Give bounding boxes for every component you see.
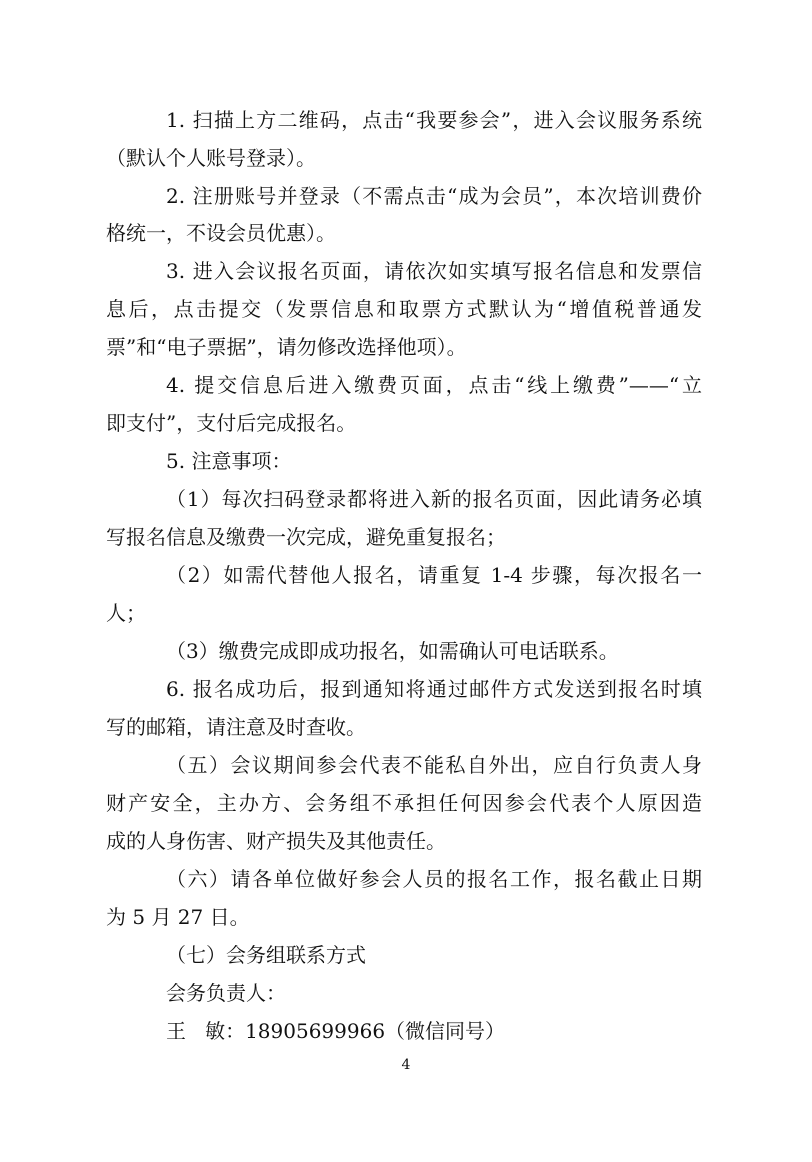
step-3-line-2: 息后，点击提交（发票信息和取票方式默认为“增值税普通发: [106, 297, 702, 321]
note-3-line-1: （3）缴费完成即成功报名，如需确认可电话联系。: [166, 639, 619, 663]
step-4-line-2: 即支付”，支付后完成报名。: [106, 411, 357, 435]
note-1-line-1: （1）每次扫码登录都将进入新的报名页面，因此请务必填: [166, 487, 702, 511]
step-6-line-1: 6. 报名成功后，报到通知将通过邮件方式发送到报名时填: [166, 677, 702, 701]
contact-label: 会务负责人：: [166, 981, 286, 1005]
step-1-line-1: 1. 扫描上方二维码，点击“我要参会”，进入会议服务系统: [166, 108, 702, 132]
note-2-line-2: 人；: [106, 601, 146, 625]
note-1-line-2: 写报名信息及缴费一次完成，避免重复报名；: [106, 525, 506, 549]
step-2-line-2: 格统一，不设会员优惠）。: [106, 221, 336, 245]
step-1-line-2: （默认个人账号登录）。: [106, 146, 316, 170]
section-five-line-2: 财产安全，主办方、会务组不承担任何因参会代表个人原因造: [106, 791, 702, 815]
section-seven-heading: （七）会务组联系方式: [166, 943, 366, 967]
step-3-line-3: 票”和“电子票据”，请勿修改选择他项）。: [106, 335, 467, 359]
step-3-line-1: 3. 进入会议报名页面，请依次如实填写报名信息和发票信: [166, 259, 702, 283]
step-5-heading: 5. 注意事项：: [166, 449, 292, 473]
section-five-line-1: （五）会议期间参会代表不能私自外出，应自行负责人身: [166, 753, 702, 777]
section-six-line-1: （六）请各单位做好参会人员的报名工作，报名截止日期: [166, 867, 702, 891]
step-6-line-2: 写的邮箱，请注意及时查收。: [106, 715, 366, 739]
section-five-line-3: 成的人身伤害、财产损失及其他责任。: [106, 829, 446, 853]
section-six-line-2: 为 5 月 27 日。: [106, 905, 250, 929]
contact-person: 王 敏：18905699966（微信同号）: [166, 1019, 506, 1043]
step-2-line-1: 2. 注册账号并登录（不需点击“成为会员”，本次培训费价: [166, 184, 702, 208]
step-4-line-1: 4. 提交信息后进入缴费页面，点击“线上缴费”——“立: [166, 373, 702, 397]
page-number: 4: [401, 1057, 411, 1073]
note-2-line-1: （2）如需代替他人报名，请重复 1-4 步骤，每次报名一: [166, 563, 702, 587]
